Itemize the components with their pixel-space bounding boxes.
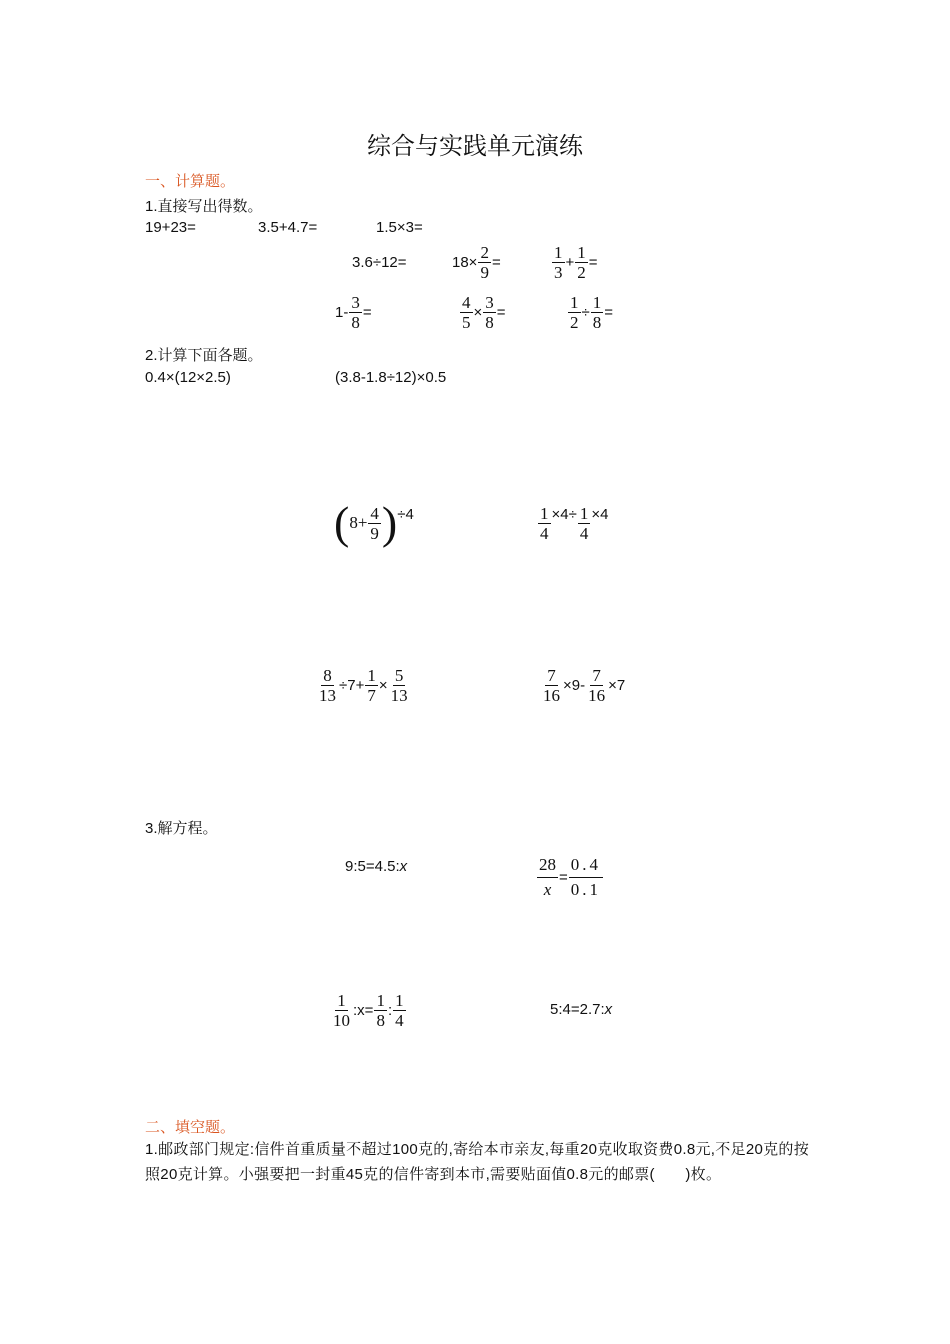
equation-3: $\frac{1}{10}$ :x= $\frac{1}{8}$ : $\frac{1}{4}$ [333, 991, 404, 1030]
expr-9: $\frac{1}{2}$ ÷ $\frac{1}{8}$ = [570, 293, 613, 332]
expr-7: 1- $\frac{3}{8}$ = [335, 293, 372, 332]
calc-expr-1: 0.4×(12×2.5) [145, 369, 231, 386]
expr-3: 1.5×3= [376, 219, 423, 236]
fill-question-1: 1.邮政部门规定:信件首重质量不超过100克的,寄给本市亲友,每重20克收取资费0.8元,不足20克的按照20克计算。小强要把一封重45克的信件寄到本市,需要贴面值0.8元的邮票( )枚。 [145, 1141, 810, 1183]
calc-expr-4: $\frac{1}{4}$ ×4÷ $\frac{1}{4}$ ×4 [540, 504, 609, 543]
question-1-label: 1.直接写出得数。 [145, 198, 263, 215]
expr-8: $\frac{4}{5}$ × $\frac{3}{8}$ = [462, 293, 506, 332]
page-title: 综合与实践单元演练 [367, 134, 583, 160]
question-3-label: 3.解方程。 [145, 820, 218, 837]
section-heading-calc: 一、计算题。 [145, 173, 236, 190]
calc-expr-5: $\frac{8}{13}$ ÷7+ $\frac{1}{7}$ × $\frac{5}{13}$ [319, 666, 408, 705]
calc-expr-2: (3.8-1.8÷12)×0.5 [335, 369, 447, 386]
expr-4: 3.6÷12= [352, 254, 407, 271]
expr-1: 19+23= [145, 219, 196, 236]
expr-6: $\frac{1}{3}$ + $\frac{1}{2}$ = [554, 243, 598, 282]
section-heading-fill: 二、填空题。 [145, 1119, 236, 1136]
equation-4: 5:4=2.7:x [550, 1001, 613, 1018]
expr-2: 3.5+4.7= [258, 219, 318, 236]
calc-expr-6: $\frac{7}{16}$ ×9- $\frac{7}{16}$ ×7 [543, 666, 626, 705]
question-2-label: 2.计算下面各题。 [145, 347, 263, 364]
equation-2: $\frac{28}{x}$ = $\frac{0.4}{0.1}$ [539, 855, 602, 899]
expr-5: 18× $\frac{2}{9}$ = [452, 243, 501, 282]
equation-1: 9:5=4.5:x [345, 858, 408, 875]
calc-expr-3: ( 8 + $\frac{4}{9}$ ) ÷4 [334, 497, 414, 548]
